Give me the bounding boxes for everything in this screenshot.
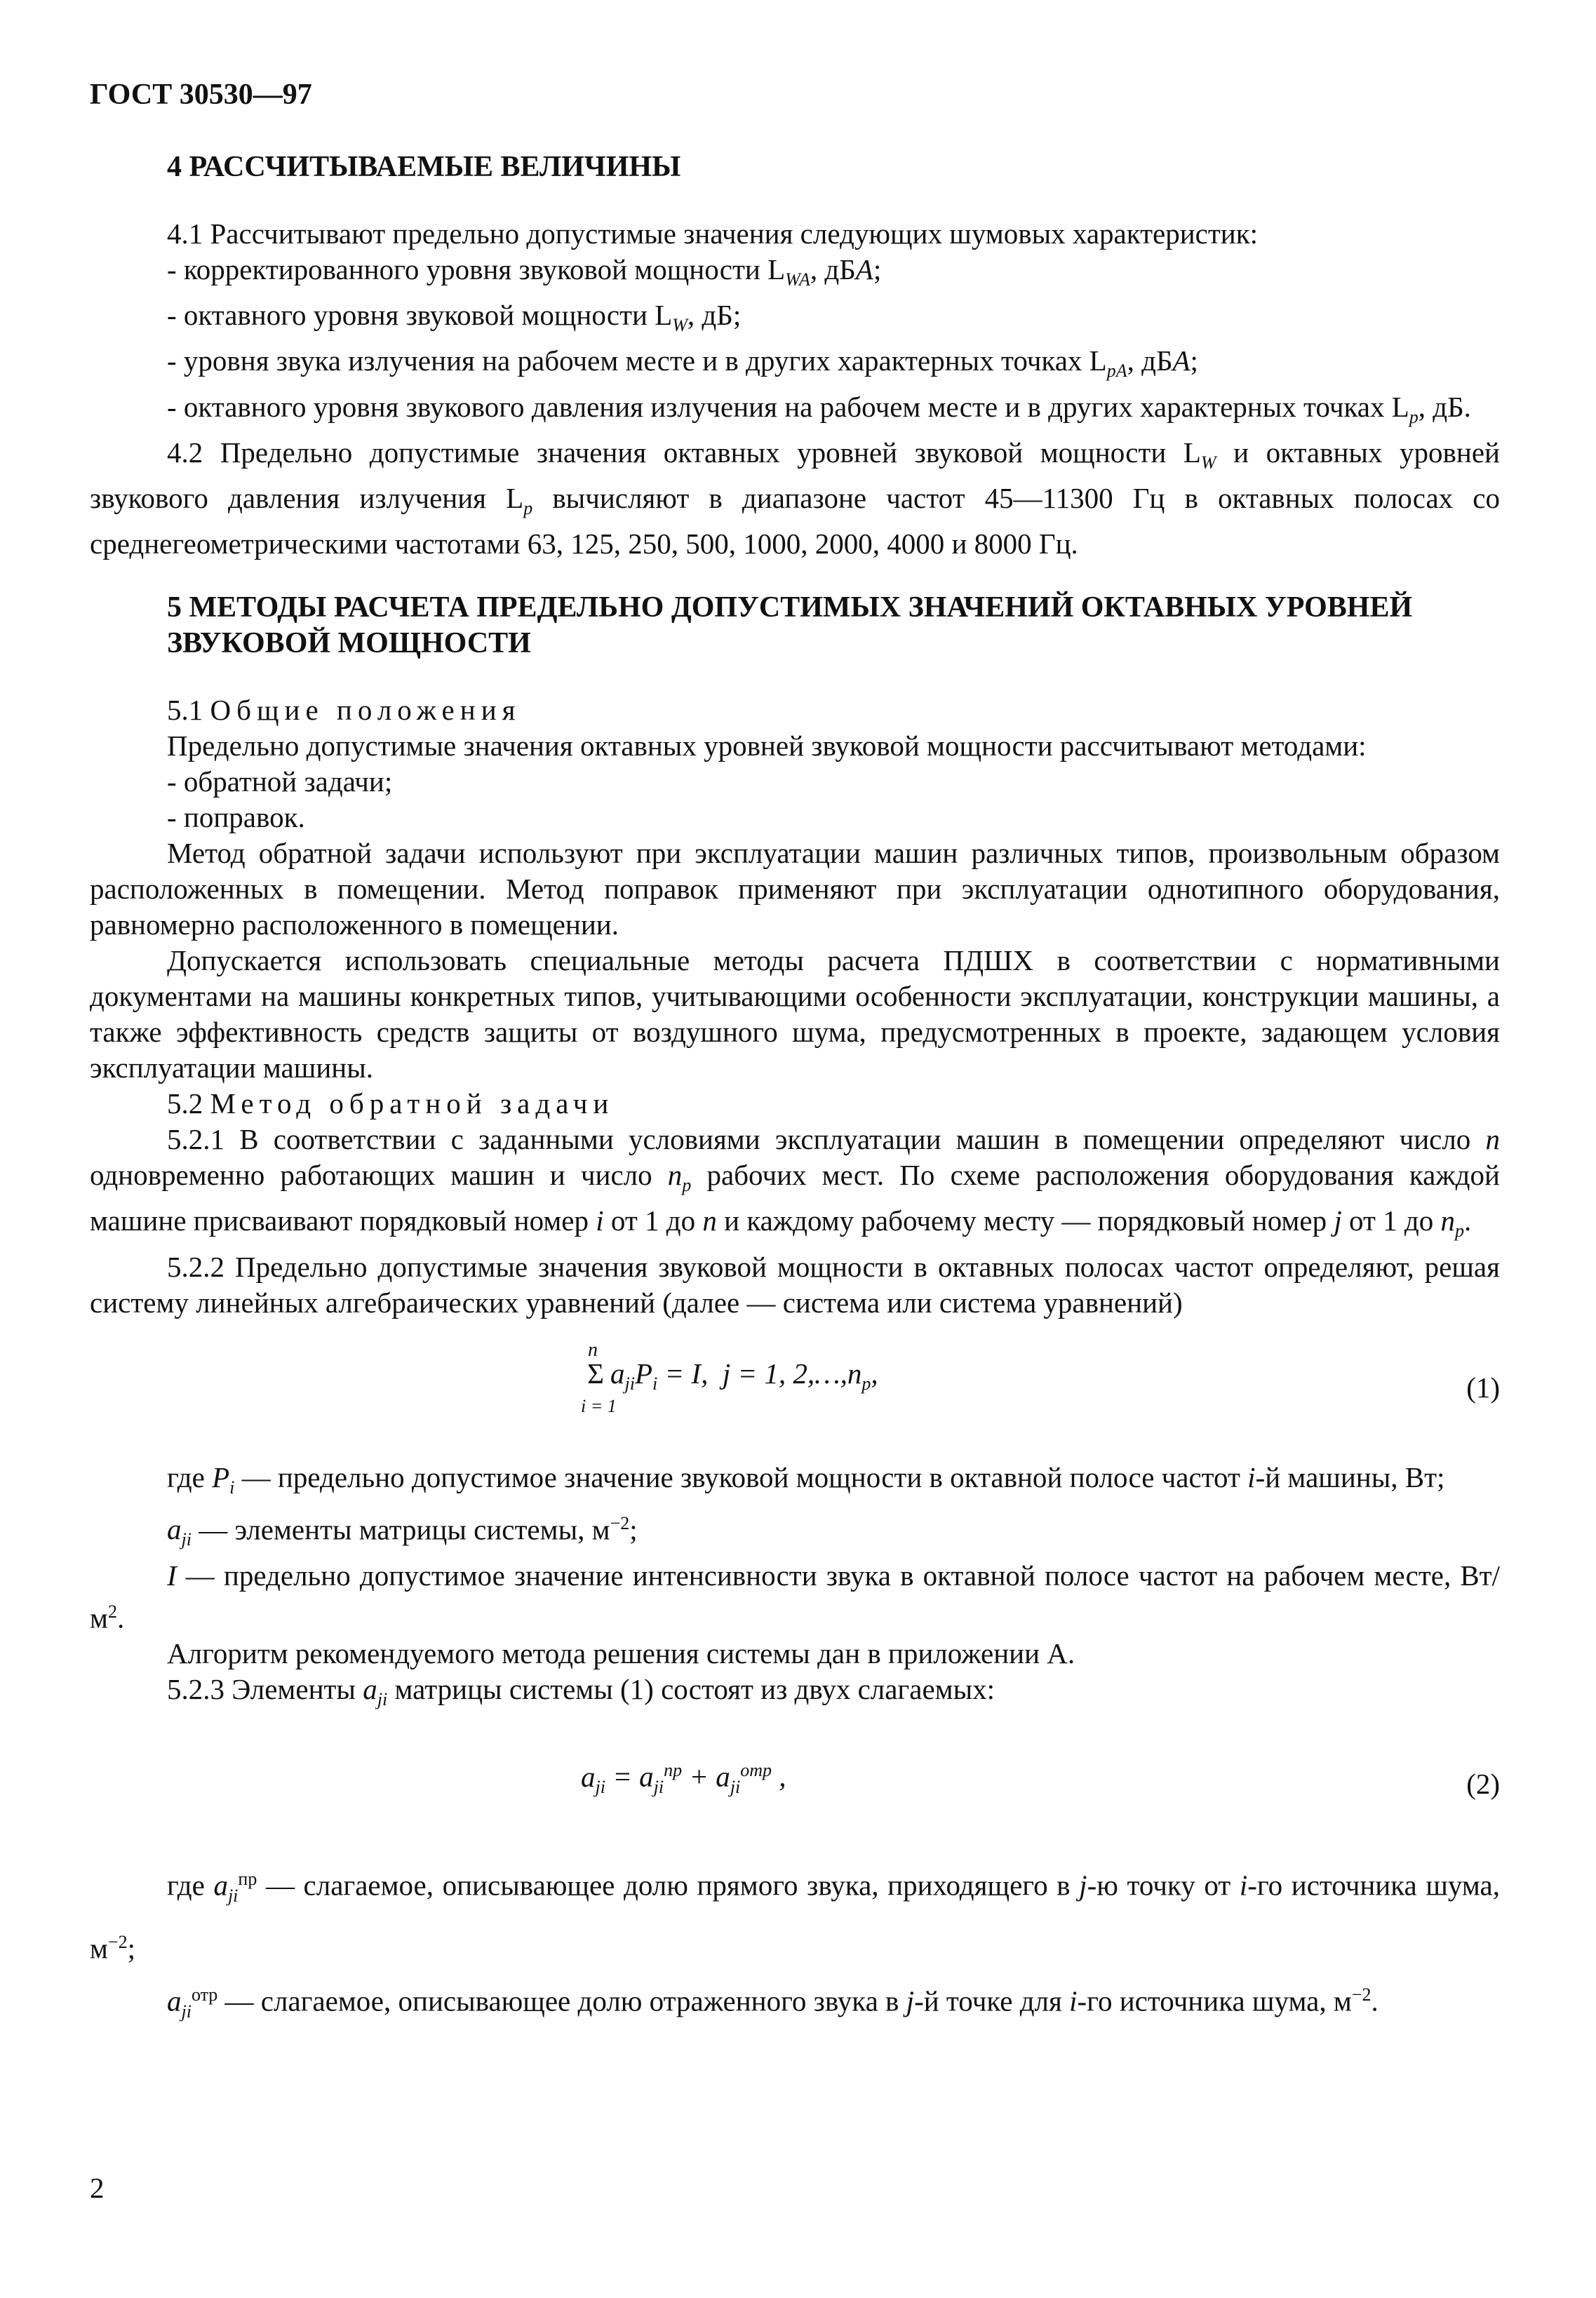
paragraph-5-2-1: 5.2.1 В соответствии с заданными условиями эксплуатации машин в помещении определяют число n одновременно работающих машин и число $n_p$ рабочих мест. По схеме расположения оборудования каждой машине присваивают порядковый номер i от 1 до n и каждому рабочему месту — порядковый номер j от 1 до $n_p$.: [90, 1123, 1500, 1242]
definition-a-reflected: $a_{ji}^{отр}$ — слагаемое, описывающее долю отраженного звука в j-й точке для i-го источника шума, $м^{-2}$.: [167, 1984, 1379, 2022]
list-item: - уровня звука излучения на рабочем месте и в других характерных точках $L_{pA}$, дБА;: [167, 344, 1198, 382]
formula-1-expression: Σ n i = 1 $a_{ji}P_i = I$, j = 1, $2,\dots,n_p$,: [581, 1338, 878, 1416]
formula-1: [90, 1328, 1500, 1440]
paragraph-5-2-2: 5.2.2 Предельно допустимые значения звуковой мощности в октавных полосах частот определяют, решая систему линейных алгебраических уравнений (далее — система или система уравнений): [90, 1250, 1500, 1319]
document-page: [90, 77, 1500, 2035]
formula-1-number: (1): [1466, 1371, 1500, 1404]
paragraph-4-1: 4.1 Рассчитывают предельно допустимые значения следующих шумовых характеристик:: [167, 217, 1259, 250]
subsection-5-1-heading: 5.1 Общие положения: [167, 694, 521, 727]
paragraph-5-1-special: Допускается использовать специальные методы расчета ПДШХ в соответствии с нормативными документами на машины конкретных типов, учитывающими особенности эксплуатации, конструкции машины, а также эффективность средств защиты от воздушного шума, предусмотренных в проекте, задающем условия эксплуатации машины.: [90, 944, 1500, 1084]
section-5-title: 5 МЕТОДЫ РАСЧЕТА ПРЕДЕЛЬНО ДОПУСТИМЫХ ЗНАЧЕНИЙ ОКТАВНЫХ УРОВНЕЙ ЗВУКОВОЙ МОЩНОСТИ: [167, 591, 1413, 660]
paragraph-5-1-methods: Метод обратной задачи используют при эксплуатации машин различных типов, произвольным образом расположенных в помещении. Метод поправок применяют при эксплуатации однотипного оборудования, равномерно расположенного в помещении.: [90, 837, 1500, 941]
formula-2-expression: $a_{ji} = a_{ji}^{пр} + a_{ji}^{отр}$ ,: [581, 1760, 786, 1798]
definition-P: где $P_i$ — предельно допустимое значение звуковой мощности в октавной полосе частот i-й машины, Вт;: [167, 1460, 1445, 1498]
definition-a-direct: где $a_{ji}^{пр}$ — слагаемое, описывающее долю прямого звука, приходящего в j-ю точку от i-го источника шума, $м^{-2}$;: [90, 1869, 1500, 1965]
definition-a: $a_{ji}$ — элементы матрицы системы, $м^{-2}$;: [167, 1512, 638, 1550]
list-item: - поправок.: [167, 801, 305, 834]
list-item: - октавного уровня звуковой мощности $L_W$, дБ;: [167, 299, 742, 336]
paragraph-5-2-3: 5.2.3 Элементы $a_{ji}$ матрицы системы (1) состоят из двух слагаемых:: [167, 1673, 995, 1710]
subsection-5-2-heading: 5.2 Метод обратной задачи: [167, 1087, 615, 1120]
page-number: 2: [90, 2172, 105, 2204]
formula-2-number: (2): [1466, 1768, 1500, 1801]
list-item: - октавного уровня звукового давления излучения на рабочем месте и в других характерных точках $L_p$, дБ.: [167, 390, 1471, 427]
paragraph-5-1-intro: Предельно допустимые значения октавных уровней звуковой мощности рассчитывают методами:: [167, 730, 1367, 762]
list-item: - корректированного уровня звуковой мощности $L_{WA}$, дБА;: [167, 253, 882, 290]
formula-2: [90, 1724, 1500, 1836]
section-4-title: 4 РАССЧИТЫВАЕМЫЕ ВЕЛИЧИНЫ: [167, 151, 681, 183]
document-header: ГОСТ 30530—97: [90, 79, 312, 111]
definition-I: I — предельно допустимое значение интенсивности звука в октавной полосе частот на рабочем месте, $Вт/м^2$.: [90, 1559, 1500, 1634]
list-item: - обратной задачи;: [167, 765, 393, 798]
paragraph-4-2: 4.2 Предельно допустимые значения октавных уровней звуковой мощности $L_W$ и октавных уровней звукового давления излучения $L_p$ вычисляют в диапазоне частот 45—11300 Гц в октавных полосах со среднегеометрическими частотами 63, 125, 250, 500, 1000, 2000, 4000 и 8000 Гц.: [90, 436, 1500, 560]
paragraph-algorithm: Алгоритм рекомендуемого метода решения системы дан в приложении А.: [167, 1637, 1075, 1670]
